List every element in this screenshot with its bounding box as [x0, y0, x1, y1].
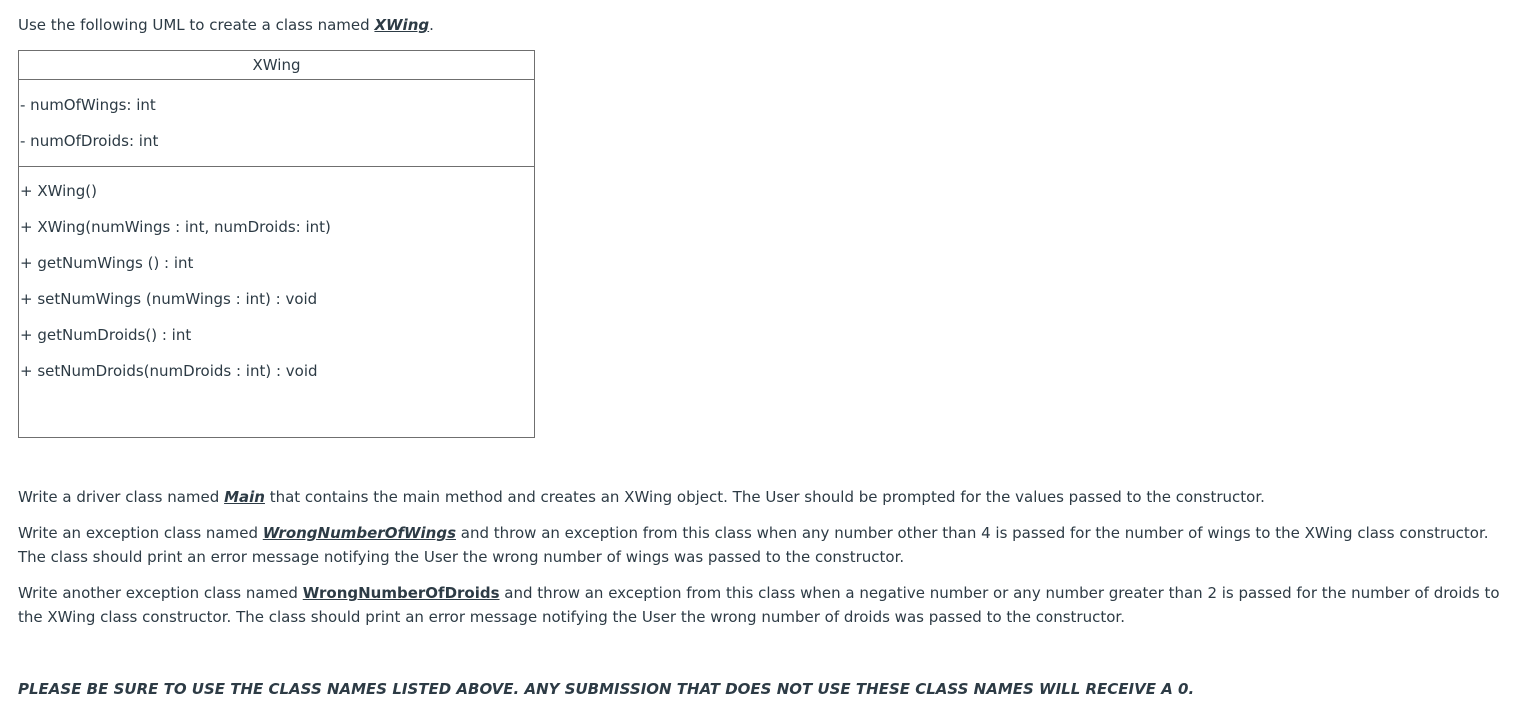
main-suffix: that contains the main method and creates an XWing object. The User should be prompted for the values passed to the constructor.: [264, 488, 1265, 506]
uml-methods-section: [19, 167, 534, 396]
intro-suffix: .: [429, 16, 434, 34]
droids-exception-paragraph: [18, 581, 1518, 629]
droids-prefix: Write another exception class named: [18, 584, 303, 602]
intro-prefix: Use the following UML to create a class named: [18, 16, 375, 34]
uml-method: + setNumWings (numWings : int) : void: [20, 290, 318, 308]
warning-text: PLEASE BE SURE TO USE THE CLASS NAMES LISTED ABOVE. ANY SUBMISSION THAT DOES NOT USE THESE CLASS NAMES WILL RECEIVE A 0.: [18, 680, 1195, 698]
droids-suffix: and throw an exception from this class when a negative number or any number greater than 2 is passed for the number of droids to the XWing class constructor. The class should print an error message notifying the User the wrong number of droids was passed to the constructor.: [18, 584, 1500, 626]
wings-prefix: Write an exception class named: [18, 524, 263, 542]
uml-class-diagram: [18, 50, 535, 438]
main-prefix: Write a driver class named: [18, 488, 225, 506]
main-class-name: Main: [224, 488, 265, 506]
uml-method: + XWing(numWings : int, numDroids: int): [20, 218, 331, 236]
uml-method: + getNumWings () : int: [20, 254, 194, 272]
uml-attribute: - numOfDroids: int: [20, 132, 159, 150]
uml-attributes-section: [19, 80, 534, 167]
uml-method: + XWing(): [20, 182, 98, 200]
intro-paragraph: [18, 13, 1518, 37]
uml-class-title: XWing: [19, 51, 534, 80]
wings-suffix: and throw an exception from this class when any number other than 4 is passed for the number of wings to the XWing class constructor. The class should print an error message notifying the User the wrong number of wings was passed to the constructor.: [18, 524, 1489, 566]
uml-method: + getNumDroids() : int: [20, 326, 192, 344]
uml-attribute: - numOfWings: int: [20, 96, 156, 114]
droids-exception-class-name: WrongNumberOfDroids: [302, 584, 500, 602]
wings-exception-class-name: WrongNumberOfWings: [262, 524, 457, 542]
wings-exception-paragraph: [18, 521, 1518, 569]
xwing-class-name: XWing: [374, 16, 430, 34]
main-class-paragraph: [18, 485, 1518, 509]
uml-method: + setNumDroids(numDroids : int) : void: [20, 362, 318, 380]
